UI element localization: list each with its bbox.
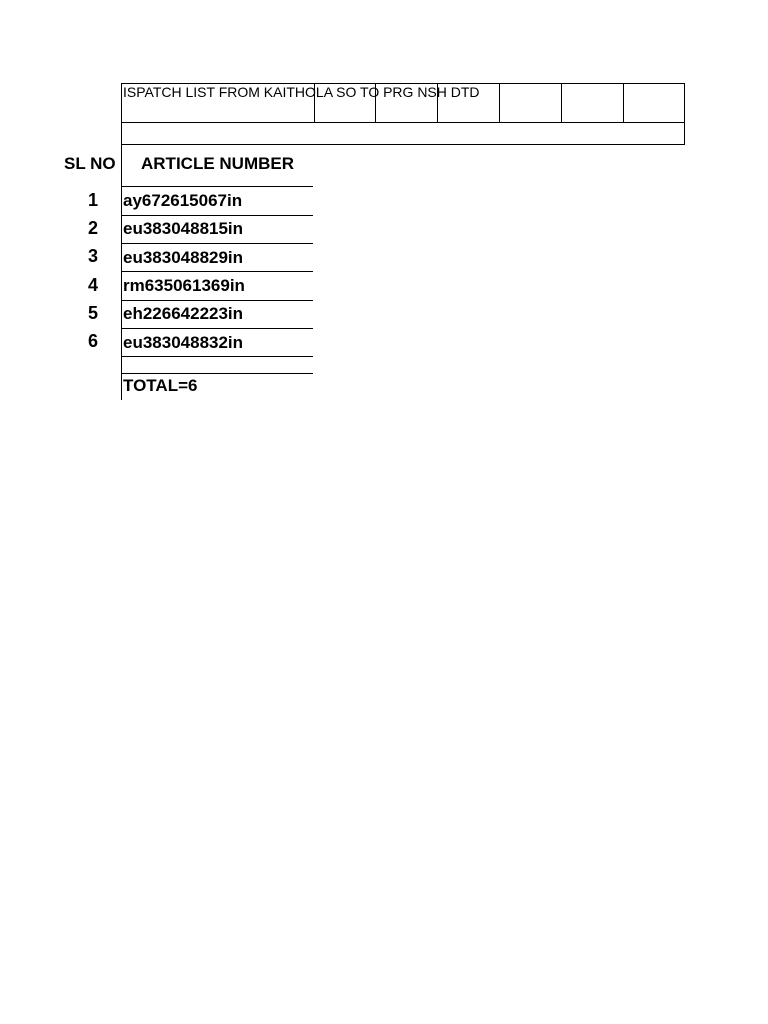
blank-row xyxy=(121,122,685,145)
sl-no-cell: 3 xyxy=(87,246,98,266)
total-cell: TOTAL=6 xyxy=(123,376,198,395)
article-number-cell: eu383048815in xyxy=(123,219,244,238)
sl-no-cell: 5 xyxy=(87,303,98,323)
row-border xyxy=(121,215,313,216)
column-border xyxy=(121,145,122,400)
cell-divider xyxy=(375,84,376,122)
sl-no-cell: 2 xyxy=(87,218,98,238)
cell-divider xyxy=(314,84,315,122)
article-number-cell: rm635061369in xyxy=(123,276,245,295)
cell-divider xyxy=(561,84,562,122)
cell-divider xyxy=(437,84,438,122)
column-header-article-number: ARTICLE NUMBER xyxy=(141,154,294,173)
sl-no-cell: 4 xyxy=(87,275,98,295)
row-border xyxy=(121,328,313,329)
title-row xyxy=(121,83,685,123)
article-number-cell: eh226642223in xyxy=(123,304,244,323)
article-number-cell: eu383048832in xyxy=(123,333,244,352)
article-number-cell: eu383048829in xyxy=(123,248,244,267)
row-border xyxy=(121,243,313,244)
row-border xyxy=(121,356,313,357)
sl-no-cell: 1 xyxy=(87,190,98,210)
sl-no-cell: 6 xyxy=(87,331,98,351)
cell-divider xyxy=(623,84,624,122)
cell-divider xyxy=(499,84,500,122)
page-title: ISPATCH LIST FROM KAITHOLA SO TO PRG NSH DTD xyxy=(123,84,480,100)
column-header-sl-no: SL NO xyxy=(64,154,116,173)
row-border xyxy=(121,373,313,374)
row-border xyxy=(121,271,313,272)
row-border xyxy=(121,186,313,187)
article-number-cell: ay672615067in xyxy=(123,191,243,210)
row-border xyxy=(121,300,313,301)
